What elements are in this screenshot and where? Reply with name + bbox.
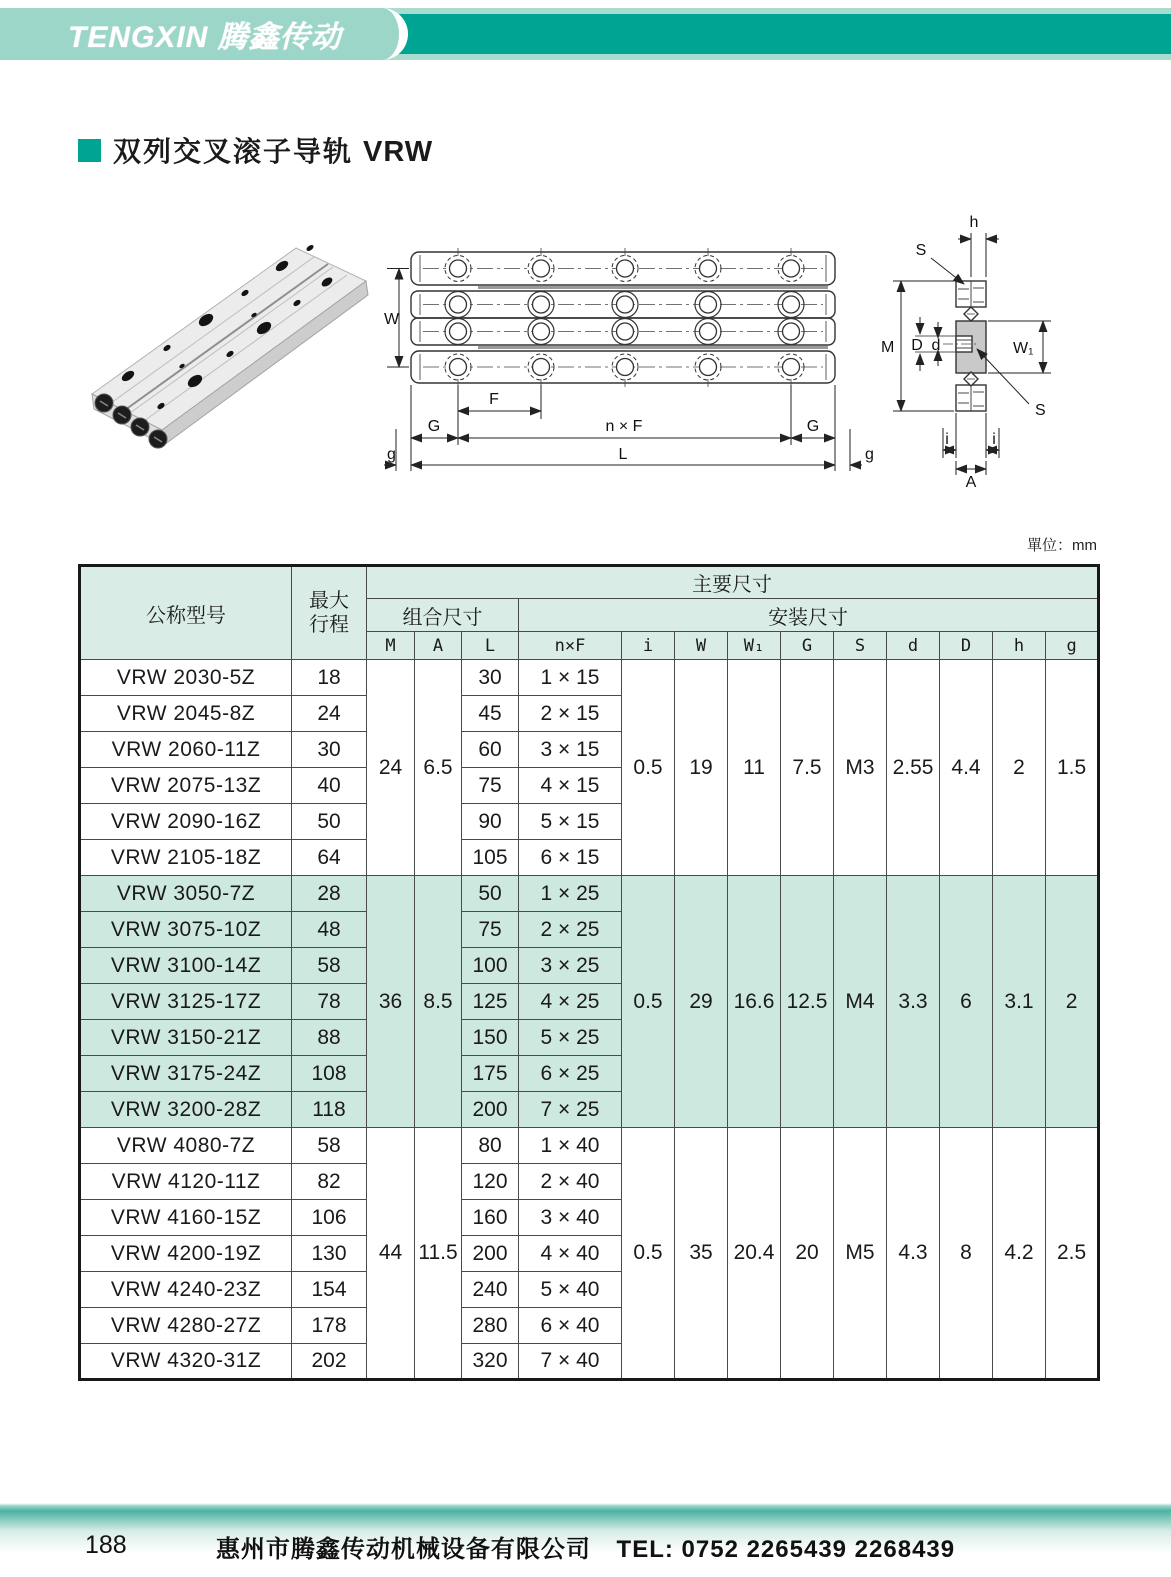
cell-model: VRW 4200-19Z bbox=[80, 1236, 292, 1272]
cell-nF: 2 × 25 bbox=[519, 912, 622, 948]
cross-section-drawing bbox=[873, 203, 1098, 493]
dim-label-M: M bbox=[881, 339, 895, 356]
cell-nF: 1 × 25 bbox=[519, 876, 622, 912]
cell-L: 125 bbox=[462, 984, 519, 1020]
cell-nF: 5 × 40 bbox=[519, 1272, 622, 1308]
col-header-M: M bbox=[367, 632, 415, 660]
col-header-combo-dims: 组合尺寸 bbox=[367, 599, 519, 632]
cell-h: 3.1 bbox=[993, 876, 1046, 1128]
cell-model: VRW 4320-31Z bbox=[80, 1344, 292, 1380]
dim-label-h: h bbox=[969, 214, 979, 231]
cell-model: VRW 4240-23Z bbox=[80, 1272, 292, 1308]
dim-label-g-left: g bbox=[387, 446, 396, 463]
cell-model: VRW 3150-21Z bbox=[80, 1020, 292, 1056]
cell-L: 240 bbox=[462, 1272, 519, 1308]
title-bullet-square bbox=[78, 139, 101, 162]
cell-M: 24 bbox=[367, 660, 415, 876]
cell-d: 2.55 bbox=[887, 660, 940, 876]
cell-max-stroke: 78 bbox=[292, 984, 367, 1020]
dim-label-W1: W₁ bbox=[1013, 340, 1034, 357]
cell-L: 75 bbox=[462, 768, 519, 804]
cell-L: 105 bbox=[462, 840, 519, 876]
cell-g: 2.5 bbox=[1046, 1128, 1099, 1380]
phone-numbers: TEL: 0752 2265439 2268439 bbox=[616, 1536, 956, 1563]
col-header-nF: n×F bbox=[519, 632, 622, 660]
dim-label-G-left: G bbox=[427, 418, 441, 435]
cell-model: VRW 2090-16Z bbox=[80, 804, 292, 840]
dim-label-S-bottom: S bbox=[1035, 402, 1046, 419]
col-header-G: G bbox=[781, 632, 834, 660]
cell-nF: 7 × 25 bbox=[519, 1092, 622, 1128]
cell-A: 11.5 bbox=[415, 1128, 462, 1380]
cell-W1: 20.4 bbox=[728, 1128, 781, 1380]
cell-M: 36 bbox=[367, 876, 415, 1128]
cell-A: 6.5 bbox=[415, 660, 462, 876]
cell-max-stroke: 24 bbox=[292, 696, 367, 732]
cell-L: 120 bbox=[462, 1164, 519, 1200]
cell-model: VRW 3200-28Z bbox=[80, 1092, 292, 1128]
cell-W: 19 bbox=[675, 660, 728, 876]
page-title: 双列交叉滚子导轨 bbox=[113, 136, 354, 167]
top-view-drawing bbox=[383, 233, 875, 485]
cell-W: 29 bbox=[675, 876, 728, 1128]
cell-max-stroke: 106 bbox=[292, 1200, 367, 1236]
cell-model: VRW 3050-7Z bbox=[80, 876, 292, 912]
cell-model: VRW 3100-14Z bbox=[80, 948, 292, 984]
cell-nF: 5 × 15 bbox=[519, 804, 622, 840]
dim-label-D: D bbox=[911, 337, 923, 354]
cell-S: M3 bbox=[834, 660, 887, 876]
cell-h: 4.2 bbox=[993, 1128, 1046, 1380]
cell-model: VRW 2075-13Z bbox=[80, 768, 292, 804]
cell-max-stroke: 82 bbox=[292, 1164, 367, 1200]
cell-D: 4.4 bbox=[940, 660, 993, 876]
table-row bbox=[80, 876, 1099, 912]
cell-model: VRW 2105-18Z bbox=[80, 840, 292, 876]
cell-L: 45 bbox=[462, 696, 519, 732]
table-row bbox=[80, 660, 1099, 696]
cell-max-stroke: 28 bbox=[292, 876, 367, 912]
cell-L: 50 bbox=[462, 876, 519, 912]
cell-model: VRW 4160-15Z bbox=[80, 1200, 292, 1236]
cell-W1: 11 bbox=[728, 660, 781, 876]
cell-max-stroke: 18 bbox=[292, 660, 367, 696]
col-header-D: D bbox=[940, 632, 993, 660]
cell-nF: 1 × 40 bbox=[519, 1128, 622, 1164]
cell-d: 3.3 bbox=[887, 876, 940, 1128]
cell-L: 320 bbox=[462, 1344, 519, 1380]
cell-G: 20 bbox=[781, 1128, 834, 1380]
product-photo-rail bbox=[64, 198, 396, 464]
page-number: 188 bbox=[85, 1531, 127, 1559]
dim-label-i-left: i bbox=[945, 431, 949, 448]
cell-L: 60 bbox=[462, 732, 519, 768]
cell-nF: 2 × 40 bbox=[519, 1164, 622, 1200]
cell-G: 7.5 bbox=[781, 660, 834, 876]
cell-model: VRW 4080-7Z bbox=[80, 1128, 292, 1164]
cell-model: VRW 4280-27Z bbox=[80, 1308, 292, 1344]
cell-L: 200 bbox=[462, 1236, 519, 1272]
dim-label-g-right: g bbox=[865, 446, 874, 463]
cell-S: M5 bbox=[834, 1128, 887, 1380]
spec-table-header bbox=[80, 566, 1099, 660]
cell-max-stroke: 154 bbox=[292, 1272, 367, 1308]
cell-max-stroke: 64 bbox=[292, 840, 367, 876]
cell-L: 200 bbox=[462, 1092, 519, 1128]
cell-model: VRW 3175-24Z bbox=[80, 1056, 292, 1092]
footer-bar bbox=[0, 1503, 1171, 1577]
dim-label-F: F bbox=[489, 391, 499, 408]
cell-L: 100 bbox=[462, 948, 519, 984]
cell-g: 1.5 bbox=[1046, 660, 1099, 876]
cell-nF: 6 × 15 bbox=[519, 840, 622, 876]
cell-max-stroke: 30 bbox=[292, 732, 367, 768]
cell-D: 8 bbox=[940, 1128, 993, 1380]
dim-label-W: W bbox=[384, 311, 400, 328]
cell-nF: 6 × 25 bbox=[519, 1056, 622, 1092]
col-header-d: d bbox=[887, 632, 940, 660]
cell-L: 280 bbox=[462, 1308, 519, 1344]
cell-model: VRW 2060-11Z bbox=[80, 732, 292, 768]
col-header-model: 公称型号 bbox=[80, 566, 292, 660]
cell-L: 175 bbox=[462, 1056, 519, 1092]
col-header-W: W bbox=[675, 632, 728, 660]
cell-h: 2 bbox=[993, 660, 1046, 876]
cell-i: 0.5 bbox=[622, 660, 675, 876]
col-header-g: g bbox=[1046, 632, 1099, 660]
cell-i: 0.5 bbox=[622, 876, 675, 1128]
cell-max-stroke: 40 bbox=[292, 768, 367, 804]
cell-nF: 2 × 15 bbox=[519, 696, 622, 732]
cell-G: 12.5 bbox=[781, 876, 834, 1128]
dim-label-i-right: i bbox=[992, 431, 996, 448]
cell-max-stroke: 130 bbox=[292, 1236, 367, 1272]
cell-L: 80 bbox=[462, 1128, 519, 1164]
cell-A: 8.5 bbox=[415, 876, 462, 1128]
cell-L: 150 bbox=[462, 1020, 519, 1056]
cell-nF: 3 × 40 bbox=[519, 1200, 622, 1236]
dim-label-L: L bbox=[618, 446, 628, 463]
dim-label-G-right: G bbox=[806, 418, 820, 435]
cell-L: 90 bbox=[462, 804, 519, 840]
col-header-install-dims: 安装尺寸 bbox=[519, 599, 1099, 632]
cell-W: 35 bbox=[675, 1128, 728, 1380]
table-row bbox=[80, 1128, 1099, 1164]
cell-nF: 7 × 40 bbox=[519, 1344, 622, 1380]
col-header-A: A bbox=[415, 632, 462, 660]
cell-max-stroke: 58 bbox=[292, 948, 367, 984]
col-header-S: S bbox=[834, 632, 887, 660]
cell-model: VRW 3125-17Z bbox=[80, 984, 292, 1020]
cell-model: VRW 3075-10Z bbox=[80, 912, 292, 948]
dim-label-S-top: S bbox=[915, 242, 927, 259]
unit-label: 單位：mm bbox=[1027, 537, 1097, 554]
dim-label-A: A bbox=[965, 474, 977, 491]
company-contact-line bbox=[0, 1529, 1171, 1564]
cell-M: 44 bbox=[367, 1128, 415, 1380]
spec-table-body bbox=[80, 660, 1099, 1380]
company-name: 惠州市腾鑫传动机械设备有限公司 bbox=[215, 1536, 591, 1563]
col-header-h: h bbox=[993, 632, 1046, 660]
col-header-L: L bbox=[462, 632, 519, 660]
cell-max-stroke: 88 bbox=[292, 1020, 367, 1056]
col-header-i: i bbox=[622, 632, 675, 660]
cell-g: 2 bbox=[1046, 876, 1099, 1128]
cell-W1: 16.6 bbox=[728, 876, 781, 1128]
cell-nF: 6 × 40 bbox=[519, 1308, 622, 1344]
series-code: VRW bbox=[363, 136, 434, 168]
dim-label-d: d bbox=[931, 337, 941, 354]
cell-nF: 4 × 15 bbox=[519, 768, 622, 804]
cell-max-stroke: 48 bbox=[292, 912, 367, 948]
cell-i: 0.5 bbox=[622, 1128, 675, 1380]
dim-label-nF: n × F bbox=[605, 418, 643, 435]
col-header-main-dims: 主要尺寸 bbox=[367, 566, 1099, 599]
section-title bbox=[78, 130, 433, 170]
cell-max-stroke: 50 bbox=[292, 804, 367, 840]
cell-nF: 4 × 40 bbox=[519, 1236, 622, 1272]
cell-max-stroke: 178 bbox=[292, 1308, 367, 1344]
cell-d: 4.3 bbox=[887, 1128, 940, 1380]
cell-max-stroke: 118 bbox=[292, 1092, 367, 1128]
cell-L: 30 bbox=[462, 660, 519, 696]
cell-model: VRW 2045-8Z bbox=[80, 696, 292, 732]
cell-L: 160 bbox=[462, 1200, 519, 1236]
cell-max-stroke: 108 bbox=[292, 1056, 367, 1092]
col-header-stroke: 最大 行程 bbox=[292, 566, 367, 660]
cell-nF: 4 × 25 bbox=[519, 984, 622, 1020]
col-header-W1: W₁ bbox=[728, 632, 781, 660]
spec-table bbox=[78, 564, 1100, 1381]
cell-nF: 1 × 15 bbox=[519, 660, 622, 696]
cell-S: M4 bbox=[834, 876, 887, 1128]
cell-model: VRW 4120-11Z bbox=[80, 1164, 292, 1200]
cell-D: 6 bbox=[940, 876, 993, 1128]
cell-L: 75 bbox=[462, 912, 519, 948]
brand-logo-text: TENGXIN 腾鑫传动 bbox=[68, 21, 342, 54]
cell-model: VRW 2030-5Z bbox=[80, 660, 292, 696]
header-bar bbox=[0, 8, 1171, 60]
cell-nF: 5 × 25 bbox=[519, 1020, 622, 1056]
cell-max-stroke: 202 bbox=[292, 1344, 367, 1380]
cell-max-stroke: 58 bbox=[292, 1128, 367, 1164]
cell-nF: 3 × 25 bbox=[519, 948, 622, 984]
brand-logo bbox=[0, 8, 408, 60]
cell-nF: 3 × 15 bbox=[519, 732, 622, 768]
